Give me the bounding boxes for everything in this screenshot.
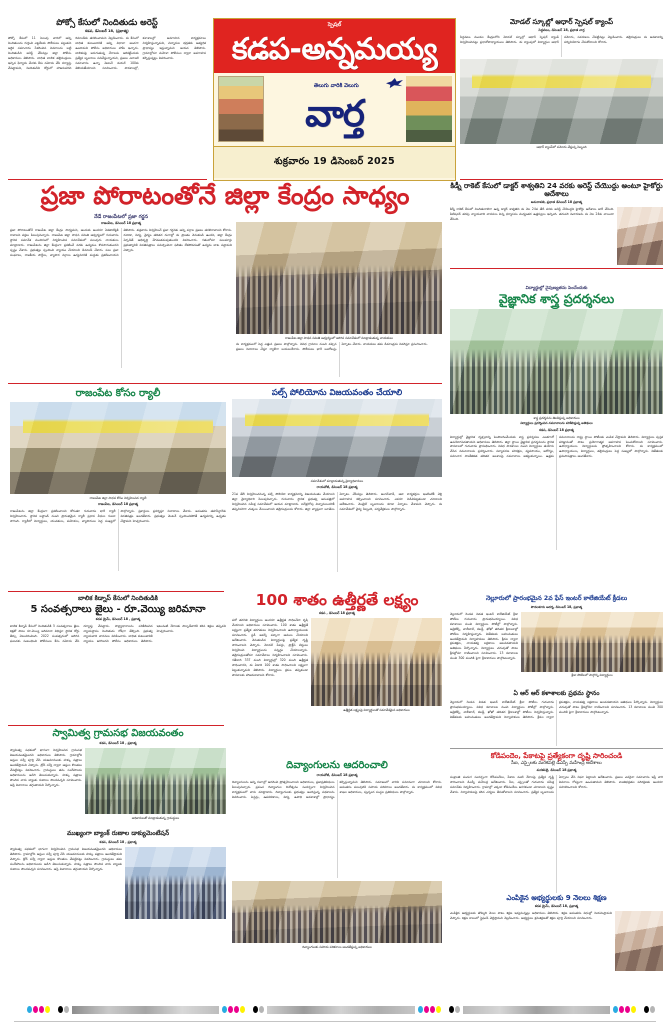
science-body: విద్యార్థుల్లో వైజ్ఞానిక దృక్పథాన్ని పెంపొందించేందుకు శాస్త్ర ప్రదర్శనలు ఎంతగానో ఉపయోగపడతాయని అధికారులు తెలిపారు. జిల్లా స్థాయి వైజ్ఞానిక ప్రదర్శనలను స్థానిక పాఠశాలలో గురువారం ప్రారంభించారు. వివిధ పాఠశాలల నుంచి విద్యార్థులు తయారు చేసిన నమూనాలను ప్రదర్శించారు. పర్యావరణ పరిరక్షణ, వ్యవసాయం, ఆరోగ్యం, సమాచార సాంకేతికత తదితర అంశాలపై నమూనాలు ఆకట్టుకున్నాయి. ఉత్తమ నమూనాలను రాష్ట్ర స్థాయి పోటీలకు ఎంపిక చేస్తామని తెలిపారు. విద్యార్థులు పుస్తక పరిజ్ఞానంతో పాటు ప్రయోగాత్మక అవగాహన పెంచుకోవాలని సూచించారు. ఉపాధ్యాయులు విద్యార్థులను ప్రోత్సహించాలని కోరారు. ఈ కార్యక్రమంలో ఉపాధ్యాయులు, విద్యార్థులు, తల్లిదండ్రులు పెద్ద సంఖ్యలో పాల్గొన్నారు. విజేతలకు ప్రశంసాపత్రాలు అందజేశారు. bbox=[450, 434, 663, 459]
sports-caption: క్రీడా పోటీలలో పాల్గొన్న విద్యార్థులు bbox=[571, 673, 613, 678]
lead-story-left-col bbox=[10, 214, 232, 368]
sports-body: నెల్లూరులో రెండవ విడత ఇంటర్ కాలేజియేట్ క్రీడా పోటీలు గురువారం ప్రారంభమయ్యాయి. వివిధ కళాశాలల నుంచి విద్యార్థులు పోటీల్లో పాల్గొన్నారు. అథ్లెటిక్స్, వాలీబాల్, కబడ్డీ, ఖోఖో తదితర క్రీడాంశాల్లో పోటీలు నిర్వహిస్తున్నారు. విజేతలకు బహుమతులు అందజేస్తామని నిర్వాహకులు తెలిపారు. క్రీడల ద్వారా క్రమశిక్షణ, నాయకత్వ లక్షణాలు అలవడతాయని అతిథులు పేర్కొన్నారు. విద్యార్థులు చదువుతో పాటు క్రీడల్లోనూ రాణించాలని సూచించారు. 13 కళాశాలల నుంచి 300 మందికి పైగా క్రీడాకారులు పాల్గొంటున్నారు. bbox=[450, 611, 518, 661]
hundred-body-part1: పదో తరగతి విద్యార్థులు అందరూ ఉత్తీర్ణత సాధించేలా కృషి చేయాలని అధికారులు సూచించారు. 100 శాతం ఉత్తీర్ణతే లక్ష్యంగా ప్రత్యేక తరగతులు నిర్వహించాలని ఉపాధ్యాయులకు సూచించారు. స్టడీ అవర్స్ పక్కాగా అమలు చేయాలని ఆదేశించారు. వెనుకబడిన విద్యార్థులపై ప్రత్యేక దృష్టి సారించాలని చెప్పారు. మోడల్ పేపర్లు, ప్రాక్టీస్ టెస్టులు నిర్వహించి విద్యార్థులను సన్నద్ధం చేయాలన్నారు. తల్లిదండ్రులతోనూ సమావేశాలు నిర్వహించాలని సూచించారు. గతేడాది 337 మంది విద్యార్థుల్లో 320 మంది ఉత్తీర్ణత సాధించారని, ఈ ఏడాది 100 శాతం సాధించాలని లక్ష్యంగా పెట్టుకున్నామని తెలిపారు. విద్యార్థులు క్రమం తప్పకుండా పాఠశాలకు హాజరుకావాలని కోరారు. bbox=[232, 618, 308, 677]
deity-image-right-icon bbox=[406, 76, 452, 142]
science-sub-caption: విద్యార్థులు ప్రదర్శించిన నమూనాలను పరిశీలిస్తున్న అతిథులు bbox=[520, 421, 593, 426]
masthead-red-band bbox=[214, 19, 455, 73]
polio-headline: పల్స్ పోలియోను విజయవంతం చేయాలి bbox=[271, 387, 403, 397]
reg-dot-yellow-d bbox=[631, 1006, 636, 1013]
science-headline: వైజ్ఞానిక శాస్త్ర ప్రదర్శనలు bbox=[498, 291, 615, 307]
rally-headline: రాజంపేట కోసం ర్యాలీ bbox=[75, 388, 161, 399]
divyang-story bbox=[232, 760, 442, 949]
sports-sub-headline: ఏ ఆర్ ఆర్ కళాశాలకు ప్రథమ స్థానం bbox=[513, 689, 600, 697]
reg-dot-yellow-b bbox=[240, 1006, 245, 1013]
reg-group-3 bbox=[418, 1006, 460, 1013]
masthead-edition-label: స్పెషల్ bbox=[327, 22, 342, 28]
doctor-story bbox=[450, 182, 663, 272]
reg-group-4 bbox=[613, 1006, 655, 1013]
polio-caption: సమావేశంలో మాట్లాడుతున్న వైద్యాధికారులు bbox=[310, 478, 364, 483]
top-right-headline: మోడల్ స్కూల్లో ఆధార్ స్పెషల్ క్యాంప్ bbox=[510, 17, 613, 26]
jail-headline-line1: బాలిక కిడ్నాప్ కేసులో నిందితుడికి bbox=[78, 595, 158, 602]
science-story bbox=[450, 286, 663, 550]
top-right-body: సిద్ధవటం మండల కేంద్రంలోని మోడల్ స్కూల్లో ఆధార్ స్పెషల్ క్యాంప్ నిర్వహించినట్లు ప్రధానోపాధ్యాయులు తెలిపారు. ఈ క్యాంపులో విద్యార్థుల ఆధార్ నమోదు, సవరణలు చేపట్టినట్లు వెల్లడించారు. తల్లిదండ్రులు ఈ అవకాశాన్ని సద్వినియోగం చేసుకోవాలని కోరారు. bbox=[460, 34, 663, 44]
lead-headline: ప్రజా పోరాటంతోనే జిల్లా కేంద్రం సాధ్యం bbox=[40, 181, 410, 210]
science-exhibition-photo bbox=[450, 309, 663, 414]
training-story bbox=[450, 894, 663, 983]
reg-dot-magenta-d bbox=[619, 1006, 624, 1013]
gambling-dateline: మరకపల్లె, డిసెంబర్ 18 ప్రభాత్మ bbox=[536, 768, 577, 773]
jail-dateline: కడప క్రైమ్, డిసెంబర్ 18 , ప్రభాత్మ bbox=[95, 617, 141, 622]
science-kicker: విద్యార్థుల్లో నైపుణ్యతను పెంచేందుకు bbox=[525, 286, 588, 291]
training-headline: ఎంపికైన అభ్యర్థులకు 9 నెలలు శిక్షణ bbox=[506, 893, 607, 902]
reg-dot-cyan-d bbox=[613, 1006, 618, 1013]
lead-story-photo-col bbox=[236, 222, 442, 377]
reg-dot-grey-b bbox=[259, 1006, 264, 1013]
divyang-headline: దివ్యాంగులను ఆదరించాలి bbox=[286, 760, 388, 771]
lead-dateline: రాజంపేట, డిసెంబర్ 18 ప్రభాత్మ bbox=[101, 221, 141, 225]
reg-dot-grey-c bbox=[455, 1006, 460, 1013]
village-meeting-photo bbox=[85, 748, 226, 814]
swamitva-story bbox=[10, 728, 226, 919]
training-body: ఎంపికైన అభ్యర్థులకు తొమ్మిది నెలల పాటు శిక్షణ ఇవ్వనున్నట్లు అధికారులు తెలిపారు. శిక్షణ అనంతరం విధుల్లో నియమిస్తామని చెప్పారు. శిక్షణ కాలంలో స్టైఫండ్ చెల్లిస్తామని వెల్లడించారు. అభ్యర్థులు క్రమశిక్షణతో శిక్షణ పూర్తి చేయాలని సూచించారు. bbox=[450, 910, 612, 920]
top-right-story bbox=[460, 18, 663, 150]
sports-story bbox=[450, 596, 663, 752]
swamitva-headline: స్వామిత్వ గ్రామసభ విజయవంతం bbox=[52, 728, 184, 739]
divyang-body: దివ్యాంగులను అన్ని రంగాల్లో ఆదరించి ప్రోత్సహించాలని అధికారులు, ప్రజాప్రతినిధులు పిలుపునిచ్చారు. ప్రపంచ దివ్యాంగుల దినోత్సవం సందర్భంగా నిర్వహించిన కార్యక్రమంలో వారు మాట్లాడారు. దివ్యాంగులకు ప్రభుత్వం అందిస్తున్న పథకాలను వివరించారు. పెన్షన్లు, ఉపకరణాలు, విద్య, ఉపాధి అవకాశాల్లో ప్రాధాన్యం కల్పిస్తున్నామని తెలిపారు. సమాజంలో వారిని సమానంగా చూడాలని కోరారు. అనంతరం పలువురికి సహాయ పరికరాలు అందజేశారు. ఈ కార్యక్రమంలో వివిధ శాఖల అధికారులు, స్వచ్ఛంద సంస్థల ప్రతినిధులు పాల్గొన్నారు. bbox=[232, 780, 442, 799]
reg-dot-yellow-c bbox=[436, 1006, 441, 1013]
doctor-headline: కిడ్నీ రాకెట్ కేసులో డాక్టర్ శాశ్వతిని 24 వరకు అరెస్ట్ చేయొద్దు అంటూ హైకోర్టు ఆదేశాలు bbox=[450, 181, 663, 198]
divider-top-left bbox=[8, 179, 207, 180]
divider-jail bbox=[8, 725, 224, 726]
rally-story bbox=[10, 388, 226, 571]
bird-logo-icon bbox=[386, 78, 403, 89]
reg-gradient-2 bbox=[267, 1006, 414, 1014]
reg-dot-magenta-c bbox=[424, 1006, 429, 1013]
masthead-date-band bbox=[214, 146, 455, 178]
reg-dot-black-d bbox=[644, 1006, 649, 1013]
disabled-welfare-photo bbox=[232, 881, 442, 943]
reg-dot-magenta-c2 bbox=[430, 1006, 435, 1013]
gambling-story bbox=[450, 752, 663, 893]
masthead-middle bbox=[214, 73, 455, 146]
hundred-caption: ఉత్తీర్ణత లక్ష్యంపై విద్యార్థులతో సమావేశమైన అధికారులు bbox=[343, 707, 410, 712]
swamitva-dateline-2: కడప, డిసెంబర్ 18 , ప్రభాత్మ bbox=[99, 840, 137, 845]
rally-caption: రాజంపేట జిల్లా సాధన కోసం నిర్వహించిన ర్యాలీ bbox=[89, 495, 147, 500]
reg-dot-black-b bbox=[253, 1006, 258, 1013]
lead-kicker: నేడే రాజంపేటలో ప్రజా గర్జన bbox=[93, 214, 149, 220]
divider-sports bbox=[450, 748, 663, 749]
reg-group-2 bbox=[222, 1006, 264, 1013]
reg-dot-cyan-c bbox=[418, 1006, 423, 1013]
reg-dot-magenta bbox=[33, 1006, 38, 1013]
reg-dot-cyan-b bbox=[222, 1006, 227, 1013]
swamitva-body: స్వామిత్వ పథకంలో భాగంగా నిర్వహించిన గ్రామసభ విజయవంతమైందని అధికారులు తెలిపారు. గ్రామాల్లోని ఆస్తుల సర్వే పూర్తి చేసి యజమానులకు హక్కు పత్రాలు అందజేస్తామని చెప్పారు. డ్రోన్ సర్వే ద్వారా ఆస్తుల కొలతలు చేపట్టినట్లు వివరించారు. గ్రామస్థులు తమ సందేహాలను అధికారులను అడిగి తెలుసుకున్నారు. హక్కు పత్రాలు పొందిన వారు బ్యాంకు రుణాలు పొందవచ్చని సూచించారు. ఆస్తి వివాదాలు తగ్గుతాయని పేర్కొన్నారు. bbox=[10, 748, 82, 787]
divyang-dateline: రాయచోటి, డిసెంబర్ 18 ప్రభాత్మ bbox=[316, 773, 358, 778]
masthead-tagline: తెలుగు వారికి వెలుగు bbox=[313, 83, 359, 89]
top-left-story bbox=[8, 18, 206, 186]
reg-dot-cyan bbox=[27, 1006, 32, 1013]
reg-dot-magenta-b bbox=[228, 1006, 233, 1013]
reg-dot-grey bbox=[64, 1006, 69, 1013]
reg-dot-yellow bbox=[45, 1006, 50, 1013]
top-left-dateline: కడప, డిసెంబర్ 18, (ప్రభాత్మ) bbox=[85, 29, 129, 34]
polio-meeting-photo bbox=[232, 399, 442, 477]
officer-portrait-photo bbox=[615, 911, 663, 971]
public-meeting-photo bbox=[236, 222, 442, 334]
top-right-caption: ఆధార్ క్యాంప్‌లో నమోదు చేస్తున్న సిబ్బంది bbox=[536, 145, 587, 150]
lead-body-bottom: ఈ కార్యక్రమంలో పెద్ద ఎత్తున ప్రజలు పాల్గొన్నారు. వివిధ గ్రామాల నుంచి వచ్చిన ప్రజలు నినాదాలు చేస్తూ ర్యాలీగా బయలుదేరారు. పోలీసులు భారీ బందోబస్తు ఏర్పాటు చేశారు. నాయకులు తమ డిమాండ్లను వివరిస్తూ ప్రసంగించారు. bbox=[236, 341, 428, 351]
sports-headline: నెల్లూరులో ప్రారంభమైన 2వ ఫేస్ ఇంటర్ కాలేజియేట్ క్రీడలు bbox=[485, 595, 628, 602]
lead-caption: రాజంపేట జిల్లా సాధన సమితి ఆధ్వర్యంలో జరిగిన సమావేశంలో మాట్లాడుతున్న నాయకులు bbox=[285, 335, 393, 340]
jail-body: బాలిక కిడ్నాప్ కేసులో నిందితుడికి 5 సంవత్సరాలు జైలు శిక్షతో పాటు రూ.వెయ్యి జరిమానా విధిస్తూ స్థానిక కోర్టు తీర్పు వెలువరించింది. 2022 సంవత్సరంలో జరిగిన ఘటనకు సంబంధించి పోలీసులు కేసు నమోదు చేసి దర్యాప్తు చేపట్టారు. సాక్ష్యాధారాలను పరిశీలించిన న్యాయస్థానం నిందితుడు దోషిగా తేల్చింది. ప్రభుత్వ న్యాయవాది వాదనలు వినిపించారు. బాధిత కుటుంబానికి న్యాయం జరిగిందని పోలీసు అధికారులు తెలిపారు. ఇటువంటి నేరాలకు పాల్పడేవారికి కఠిన శిక్షలు తప్పవని హెచ్చరించారు. bbox=[10, 624, 226, 643]
divyang-caption: దివ్యాంగులకు సహాయ పరికరాలు అందజేస్తున్న అధికారులు bbox=[302, 944, 372, 949]
doctor-body: కిడ్నీ రాకెట్ కేసులో నిందితురాలిగా ఉన్న డాక్టర్ శాశ్వతిని ఈ నెల 24వ తేదీ వరకు అరెస్ట్ చేయొద్దని హైకోర్టు ఆదేశాలు జారీ చేసింది. పిటిషనర్ తరఫు న్యాయవాది వాదనలు విన్న ధర్మాసనం మధ్యంతర ఉత్తర్వులు ఇచ్చింది. తదుపరి విచారణను ఈ నెల 24కు వాయిదా వేసింది. bbox=[450, 206, 614, 221]
gambling-body: సంక్రాంతి పండుగ సందర్భంగా కోడిపందేలు, పేకాట వంటి నేరాలపై ప్రత్యేక దృష్టి సారించాలని డిఎస్పీ మహేంద్ర ఆదేశించారు. సీఐ, ఎస్సైలతో గురువారం సమీక్ష సమావేశం నిర్వహించారు. గ్రామాల్లో ఎక్కడా కోడిపందేలు జరగకుండా చూడాలని స్పష్టం చేశారు. నిర్వాహకులపై కఠిన చర్యలు తీసుకోవాలని సూచించారు. ప్రత్యేక బృందాలను ఏర్పాటు చేసి నిఘా పెట్టాలని ఆదేశించారు. ప్రజలు ఎవరైనా సమాచారం ఇస్తే వారి వివరాలు గోప్యంగా ఉంచుతామని తెలిపారు. శాంతిభద్రతల పరిరక్షణకు అందరూ సహకరించాలని కోరారు. bbox=[450, 775, 663, 794]
divider-doctor bbox=[450, 268, 663, 269]
sports-event-photo bbox=[521, 612, 663, 672]
document-distribution-photo bbox=[125, 847, 226, 919]
bottom-rule bbox=[14, 1021, 656, 1022]
training-dateline: కడప క్రైమ్, డిసెంబర్ 18, ప్రభాత్మ bbox=[534, 903, 579, 908]
hundred-percent-story bbox=[232, 592, 442, 730]
masthead-title: కడప-అన్నమయ్య bbox=[231, 31, 438, 67]
swamitva-body-2: స్వామిత్వ పథకంలో భాగంగా నిర్వహించిన గ్రామసభ విజయవంతమైందని అధికారులు తెలిపారు. గ్రామాల్లోని ఆస్తుల సర్వే పూర్తి చేసి యజమానులకు హక్కు పత్రాలు అందజేస్తామని చెప్పారు. డ్రోన్ సర్వే ద్వారా ఆస్తుల కొలతలు చేపట్టినట్లు వివరించారు. గ్రామస్థులు తమ సందేహాలను అధికారులను అడిగి తెలుసుకున్నారు. హక్కు పత్రాలు పొందిన వారు బ్యాంకు రుణాలు పొందవచ్చని సూచించారు. ఆస్తి వివాదాలు తగ్గుతాయని పేర్కొన్నారు. bbox=[10, 847, 122, 871]
swamitva-dateline: కడప, డిసెంబర్ 18 , ప్రభాత్మ bbox=[99, 741, 137, 746]
divider-top-right bbox=[460, 179, 663, 180]
gambling-sub-headline: సీఐ, ఎస్సైలకు మరకపల్లె డిఎస్పీ మహేంద్ర ఆదేశాలు bbox=[511, 760, 602, 766]
swamitva-caption: అధికారులతో మాట్లాడుతున్న గ్రామస్థులు bbox=[131, 815, 180, 820]
divider-mid-left bbox=[8, 383, 442, 384]
rally-body: రాజంపేటను జిల్లా కేంద్రంగా ప్రకటించాలని కోరుతూ గురువారం భారీ ర్యాలీ నిర్వహించారు. స్థానిక బస్టాండ్ నుంచి ప్రారంభమైన ర్యాలీ ప్రధాన వీధుల గుండా సాగింది. ర్యాలీలో విద్యార్థులు, యువకులు, మహిళలు, వ్యాపారులు పెద్ద సంఖ్యలో పాల్గొన్నారు. ప్లకార్డులు ప్రదర్శిస్తూ నినాదాలు చేశారు. అనంతరం తహసీల్దార్‌కు వినతిపత్రం అందజేశారు. ప్రభుత్వం వెంటనే స్పందించకపోతే ఉద్యమాన్ని ఉధృతం చేస్తామని హెచ్చరించారు. bbox=[10, 508, 226, 523]
polio-body: 21వ తేదీ నిర్వహించనున్న పల్స్ పోలియో కార్యక్రమాన్ని విజయవంతం చేయాలని జిల్లా వైద్యాధికారి పిలుపునిచ్చారు. గురువారం స్థానిక ప్రభుత్వ ఆసుపత్రిలో నిర్వహించిన సమీక్ష సమావేశంలో ఆయన మాట్లాడారు. ఐదేళ్లలోపు చిన్నారులందరికీ తప్పనిసరిగా చుక్కలు వేయించాలని తల్లిదండ్రులను కోరారు. జిల్లా వ్యాప్తంగా బూత్‌లు ఏర్పాటు చేసినట్లు తెలిపారు. అంగన్‌వాడీ, ఆశా కార్యకర్తలు ఇంటింటికీ వెళ్లి అవగాహన కల్పించాలని సూచించారు. ఎవరూ విడిచిపెట్టకుండా చూడాలని ఆదేశించారు. మొబైల్ బృందాలను కూడా ఏర్పాటు చేశామని చెప్పారు. ఈ సమావేశంలో వైద్య సిబ్బంది, పర్యవేక్షకులు పాల్గొన్నారు. bbox=[232, 492, 442, 511]
reg-dot-magenta-b2 bbox=[234, 1006, 239, 1013]
reg-dot-magenta-d2 bbox=[625, 1006, 630, 1013]
reg-dot-grey-d bbox=[650, 1006, 655, 1013]
top-left-headline: పోక్సో కేసులో నిందితుడు అరెస్ట్ bbox=[56, 17, 158, 27]
gambling-headline: కోడిపందెం, పేకాటపై ప్రత్యేకంగా దృష్టి సారించండి bbox=[490, 751, 623, 760]
jail-story bbox=[10, 596, 226, 714]
reg-gradient-1 bbox=[72, 1006, 219, 1014]
science-caption: శాస్త్ర ప్రదర్శనను తిలకిస్తున్న అధికారులు bbox=[533, 415, 580, 420]
swamitva-sub-headline: ముఖ్యంగా బ్యాంక్ రుణాల డాక్యుమెంటేషన్ bbox=[66, 830, 170, 838]
doctor-portrait-photo bbox=[617, 207, 663, 265]
cmyk-registration-marks bbox=[0, 1003, 670, 1016]
hundred-headline: 100 శాతం ఉత్తీర్ణతే లక్ష్యం bbox=[255, 591, 419, 609]
reg-dot-magenta-2 bbox=[39, 1006, 44, 1013]
reg-group-1 bbox=[27, 1006, 69, 1013]
rally-photo bbox=[10, 402, 226, 494]
aadhaar-camp-photo bbox=[460, 59, 663, 144]
lead-story bbox=[8, 182, 442, 210]
polio-dateline: రాయచోటి, డిసెంబర్ 18 ప్రభాత్మ bbox=[316, 485, 358, 490]
top-left-body: పోక్సో కేసులో 11 సెలువు వారిలో అన్ని నిందితులను గుర్తించి ఎట్టకేలకు పోలీసులు పట్టుకుని ఆర్థిక సమాచారం సేకరించిన వివరాలను బట్టి నిందితుడిని అరెస్ట్ చేసినట్లు జిల్లా పోలీసు అధికారులు తెలిపారు. బాధిత బాలిక తల్లిదండ్రులు ఇచ్చిన ఫిర్యాదు మేరకు కేసు నమోదు చేసి దర్యాప్తు చేపట్టామని, నిందితుడిని కోర్టులో హాజరుపరిచి రిమాండ్‌కు తరలించామని వెల్లడించారు. ఈ కేసులో బాధిత కుటుంబానికి అన్ని విధాలా అండగా ఉంటామని పోలీసు అధికారులు హామీ ఇచ్చారు. బాలికలపై జరుగుతున్న నేరాలను అరికట్టేందుకు ప్రత్యేక బృందాలు పనిచేస్తున్నాయని, ప్రజలు ఎలాంటి సమాచారం ఉన్నా వెంటనే డయల్ 100కు తెలియజేయాలని సూచించారు. పాఠశాలల్లో, కళాశాలల్లో అవగాహన కార్యక్రమాలు నిర్వహిస్తున్నామని, చిన్నారుల భద్రతకు అత్యధిక ప్రాధాన్యం ఇస్తున్నామని ఆయన తెలిపారు. గ్రామాల్లోనూ మహిళా పోలీసుల ద్వారా అవగాహన కల్పిస్తున్నట్లు వివరించారు. bbox=[8, 36, 206, 70]
masthead bbox=[213, 18, 456, 181]
hundred-dateline: కడప , డిసెంబర్ 18 ప్రభాత్మ bbox=[319, 611, 355, 616]
school-students-photo bbox=[311, 618, 442, 706]
jail-headline-line2: 5 సంవత్సరాలు జైలు - రూ.వెయ్యి జరిమానా bbox=[30, 603, 206, 615]
reg-dot-black-c bbox=[449, 1006, 454, 1013]
top-right-dateline: సిద్ధవటం, డిసెంబర్ 18, ప్రభాత వార్త bbox=[538, 27, 585, 32]
polio-story bbox=[232, 388, 442, 572]
divider-rally bbox=[8, 591, 224, 592]
rally-dateline: రాజంపేట, డిసెంబర్ 18 ప్రభాత్మ bbox=[98, 501, 138, 506]
deity-image-left-icon bbox=[218, 76, 264, 142]
reg-gradient-3 bbox=[463, 1006, 610, 1014]
sports-body-2: నెల్లూరులో రెండవ విడత ఇంటర్ కాలేజియేట్ క్రీడా పోటీలు గురువారం ప్రారంభమయ్యాయి. వివిధ కళాశాలల నుంచి విద్యార్థులు పోటీల్లో పాల్గొన్నారు. అథ్లెటిక్స్, వాలీబాల్, కబడ్డీ, ఖోఖో తదితర క్రీడాంశాల్లో పోటీలు నిర్వహిస్తున్నారు. విజేతలకు బహుమతులు అందజేస్తామని నిర్వాహకులు తెలిపారు. క్రీడల ద్వారా క్రమశిక్షణ, నాయకత్వ లక్షణాలు అలవడతాయని అతిథులు పేర్కొన్నారు. విద్యార్థులు చదువుతో పాటు క్రీడల్లోనూ రాణించాలని సూచించారు. 13 కళాశాలల నుంచి 300 మందికి పైగా క్రీడాకారులు పాల్గొంటున్నారు. bbox=[450, 699, 663, 719]
science-dateline: కడప, డిసెంబర్ 18 ప్రభాత్మ bbox=[539, 427, 574, 432]
doctor-dateline: అమరావతి, ప్రభాత డిసెంబర్ 18 ప్రభాత్మ bbox=[530, 199, 583, 204]
masthead-date: శుక్రవారం 19 డిసెంబర్ 2025 bbox=[274, 156, 395, 167]
sports-dateline: పొదలకూరు ఆదర్శ, డిసెంబర్ 18, ప్రభాత్మ bbox=[530, 604, 583, 609]
masthead-brand: వార్త bbox=[305, 92, 364, 136]
reg-dot-black bbox=[58, 1006, 63, 1013]
lead-body-left: ప్రజా పోరాటంతోనే రాజంపేట జిల్లా కేంద్రం సాధ్యమని, అందుకు అందరూ ఏకతాటిపైకి రావాలని వక్తలు పిలుపునిచ్చారు. రాజంపేట జిల్లా సాధన సమితి ఆధ్వర్యంలో గురువారం స్థానిక సమావేశ మందిరంలో నిర్వహించిన సమావేశంలో పలువురు నాయకులు మాట్లాడారు. రాజంపేటను జిల్లా కేంద్రంగా ప్రకటించే వరకు ఉద్యమం కొనసాగుతుందని స్పష్టం చేశారు. ప్రభుత్వం స్పందించి న్యాయం చేయాలని డిమాండ్ చేశారు. పలు ప్రజా సంఘాలు, రాజకీయ పార్టీలు, వ్యాపార వర్గాలు ఉద్యమానికి మద్దతు ప్రకటించాయని తెలిపారు. శుక్రవారం నిర్వహించే ప్రజా గర్జనకు అన్ని వర్గాల ప్రజలు తరలిరావాలని కోరారు. రవాణా, విద్య, వైద్యం తదితర రంగాల్లో ఈ ప్రాంతం వెనుకబడి ఉందని, జిల్లా కేంద్రం ఏర్పడితే అభివృద్ధి వేగవంతమవుతుందని వివరించారు. గతంలోనూ పలుమార్లు ప్రభుత్వానికి వినతిపత్రాలు సమర్పించినా ఫలితం లేకపోవడంతో ఉద్యమ బాట పట్టామని చెప్పారు. bbox=[10, 228, 232, 257]
